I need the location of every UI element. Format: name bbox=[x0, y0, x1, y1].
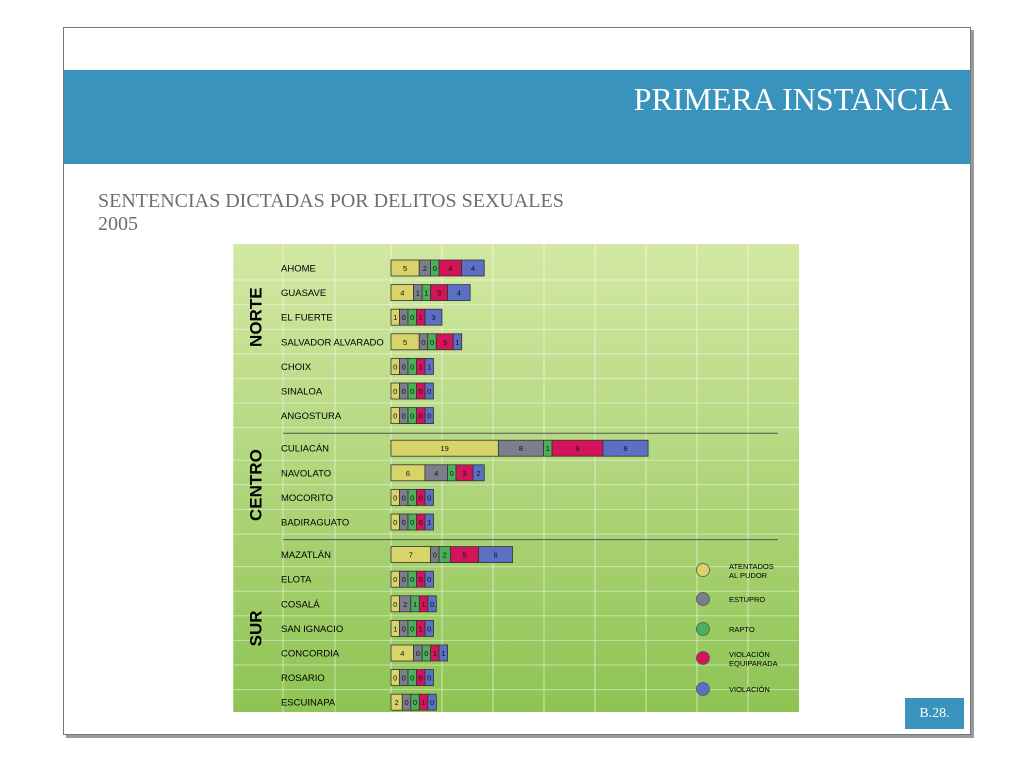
data-label: 1 bbox=[427, 518, 432, 527]
slide-number-badge: B.28. bbox=[905, 698, 964, 729]
data-label: 0 bbox=[393, 518, 398, 527]
data-label: 0 bbox=[418, 411, 423, 421]
data-label: 0 bbox=[424, 649, 429, 658]
legend-swatch bbox=[697, 564, 710, 577]
data-label: 0 bbox=[432, 264, 437, 273]
legend-label: RAPTO bbox=[729, 625, 755, 634]
data-label: 3 bbox=[462, 468, 467, 478]
data-label: 0 bbox=[401, 493, 406, 503]
category-label: MOCORITO bbox=[281, 492, 334, 504]
data-label: 6 bbox=[493, 550, 498, 560]
data-label: 0 bbox=[393, 599, 398, 609]
data-label: 5 bbox=[403, 264, 408, 273]
data-label: 0 bbox=[429, 337, 435, 347]
data-label: 0 bbox=[427, 387, 432, 396]
category-label: SINALOA bbox=[281, 386, 323, 398]
category-label: BADIRAGUATO bbox=[281, 517, 350, 529]
data-label: 0 bbox=[418, 673, 423, 683]
data-label: 3 bbox=[431, 313, 436, 323]
data-label: 4 bbox=[434, 468, 439, 478]
data-label: 2 bbox=[422, 264, 427, 273]
data-label: 0 bbox=[429, 698, 435, 708]
subtitle-line-2: 2005 bbox=[98, 213, 138, 235]
data-label: 0 bbox=[432, 550, 437, 560]
data-label: 0 bbox=[427, 575, 432, 585]
data-label: 8 bbox=[518, 444, 524, 454]
data-label: 0 bbox=[410, 411, 415, 421]
data-label: 1 bbox=[393, 624, 398, 634]
legend-label: VIOLACIÓN bbox=[729, 685, 770, 694]
data-label: 1 bbox=[455, 337, 460, 347]
data-label: 2 bbox=[476, 468, 481, 478]
category-label: CHOIX bbox=[281, 361, 312, 373]
legend-label: VIOLACIÓN bbox=[729, 650, 770, 659]
region-label: SUR bbox=[246, 610, 266, 647]
data-label: 19 bbox=[440, 444, 449, 454]
data-label: 0 bbox=[415, 649, 420, 658]
data-label: 1 bbox=[393, 313, 398, 323]
data-label: 0 bbox=[393, 493, 398, 503]
page-title: PRIMERA INSTANCIA bbox=[633, 81, 952, 117]
data-label: 8 bbox=[623, 444, 628, 454]
category-label: SAN IGNACIO bbox=[281, 623, 344, 635]
data-label: 0 bbox=[401, 575, 406, 585]
data-label: 0 bbox=[412, 698, 418, 708]
data-label: 0 bbox=[393, 411, 398, 421]
data-label: 0 bbox=[410, 493, 415, 503]
data-label: 4 bbox=[400, 649, 405, 658]
category-label: ELOTA bbox=[281, 574, 312, 586]
category-label: NAVOLATO bbox=[281, 468, 332, 480]
legend-swatch bbox=[697, 623, 710, 636]
data-label: 4 bbox=[400, 288, 405, 298]
data-label: 2 bbox=[394, 698, 399, 708]
data-label: 0 bbox=[410, 362, 415, 372]
legend-label: ESTUPRO bbox=[729, 595, 766, 604]
category-label: CULIACÁN bbox=[281, 443, 330, 455]
category-label: EL FUERTE bbox=[281, 312, 333, 324]
data-label: 0 bbox=[393, 387, 398, 396]
category-label: ESCUINAPA bbox=[281, 697, 336, 709]
region-label: NORTE bbox=[246, 287, 266, 347]
data-label: 0 bbox=[427, 673, 432, 683]
data-label: 0 bbox=[418, 518, 423, 527]
data-label: 1 bbox=[415, 288, 420, 298]
category-label: ANGOSTURA bbox=[281, 411, 342, 423]
data-label: 7 bbox=[408, 550, 413, 560]
data-label: 3 bbox=[436, 288, 442, 298]
data-label: 6 bbox=[405, 468, 411, 478]
data-label: 1 bbox=[418, 313, 423, 323]
region-label: CENTRO bbox=[246, 449, 266, 521]
data-label: 0 bbox=[401, 411, 406, 421]
data-label: 0 bbox=[410, 518, 415, 527]
data-label: 0 bbox=[393, 673, 398, 683]
data-label: 1 bbox=[421, 698, 426, 708]
data-label: 0 bbox=[401, 624, 406, 634]
data-label: 0 bbox=[410, 673, 415, 683]
data-label: 0 bbox=[401, 518, 406, 527]
data-label: 1 bbox=[418, 624, 423, 634]
data-label: 0 bbox=[410, 624, 415, 634]
data-label: 4 bbox=[456, 288, 461, 298]
category-label: ROSARIO bbox=[281, 673, 325, 685]
category-label: CONCORDIA bbox=[281, 648, 340, 660]
data-label: 0 bbox=[401, 673, 406, 683]
data-label: 0 bbox=[427, 493, 432, 503]
subtitle-line-1: SENTENCIAS DICTADAS POR DELITOS SEXUALES bbox=[98, 190, 564, 212]
data-label: 0 bbox=[449, 468, 454, 478]
data-label: 1 bbox=[432, 649, 437, 658]
stacked-bar-chart bbox=[233, 244, 799, 712]
legend-label: ATENTADOS bbox=[729, 562, 774, 571]
data-label: 0 bbox=[418, 493, 423, 503]
chart-container bbox=[233, 244, 799, 712]
data-label: 5 bbox=[403, 337, 408, 347]
data-label: 1 bbox=[412, 599, 418, 609]
legend-label: AL PUDOR bbox=[729, 571, 768, 580]
data-label: 0 bbox=[418, 575, 423, 585]
category-label: COSALÁ bbox=[281, 599, 320, 611]
legend-swatch bbox=[697, 593, 710, 606]
data-label: 0 bbox=[427, 411, 432, 421]
data-label: 2 bbox=[403, 599, 408, 609]
slide bbox=[63, 27, 971, 735]
data-label: 3 bbox=[442, 337, 447, 347]
data-label: 1 bbox=[441, 649, 446, 658]
data-label: 0 bbox=[393, 575, 398, 585]
category-label: MAZATLÁN bbox=[281, 550, 331, 562]
data-label: 0 bbox=[421, 337, 426, 347]
data-label: 0 bbox=[427, 624, 432, 634]
data-label: 0 bbox=[410, 575, 415, 585]
data-label: 1 bbox=[418, 362, 423, 372]
data-label: 4 bbox=[470, 264, 476, 273]
category-label: AHOME bbox=[281, 263, 316, 275]
chart-subtitle bbox=[98, 190, 564, 236]
data-label: 5 bbox=[462, 550, 467, 560]
data-label: 0 bbox=[393, 362, 398, 372]
legend-swatch bbox=[697, 652, 710, 665]
data-label: 9 bbox=[575, 444, 580, 454]
category-label: SALVADOR ALVARADO bbox=[281, 337, 384, 349]
data-label: 0 bbox=[418, 387, 423, 396]
data-label: 1 bbox=[427, 362, 432, 372]
legend-swatch bbox=[697, 683, 710, 696]
category-label: GUASAVE bbox=[281, 288, 327, 300]
legend-label: EQUIPARADA bbox=[729, 659, 778, 668]
data-label: 0 bbox=[401, 313, 406, 323]
data-label: 0 bbox=[410, 387, 415, 396]
data-label: 0 bbox=[401, 362, 406, 372]
data-label: 1 bbox=[424, 288, 429, 298]
data-label: 4 bbox=[448, 264, 453, 273]
data-label: 0 bbox=[401, 387, 406, 396]
data-label: 0 bbox=[404, 698, 409, 708]
data-label: 0 bbox=[410, 313, 415, 323]
data-label: 1 bbox=[545, 444, 550, 454]
data-label: 2 bbox=[442, 550, 447, 560]
data-label: 1 bbox=[421, 599, 426, 609]
data-label: 0 bbox=[429, 599, 435, 609]
